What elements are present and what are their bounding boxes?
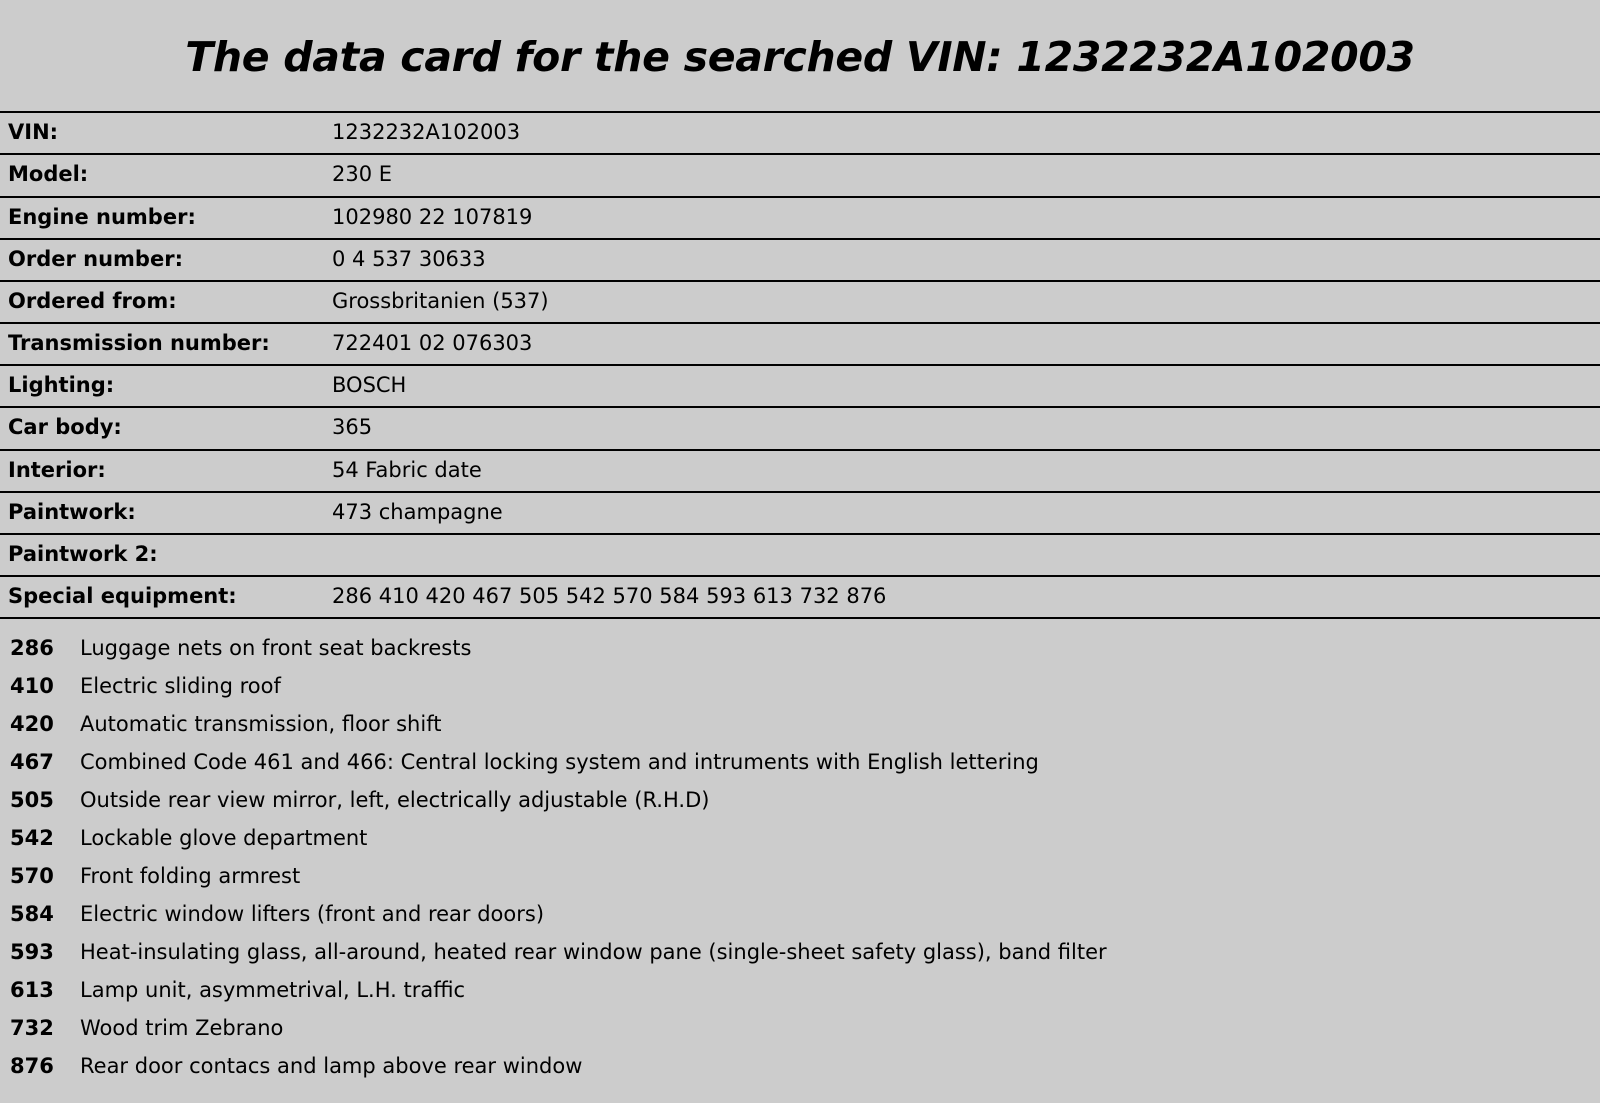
- list-item: [0, 1047, 1600, 1085]
- spec-label: Paintwork:: [8, 499, 136, 524]
- equipment-code: 584: [10, 902, 54, 927]
- spec-label: Special equipment:: [8, 584, 237, 609]
- equipment-description: Luggage nets on front seat backrests: [80, 636, 472, 661]
- page-title: The data card for the searched VIN: 1232232A102003: [185, 33, 1415, 81]
- list-item: [0, 933, 1600, 971]
- equipment-description: Combined Code 461 and 466: Central locking system and intruments with English lettering: [80, 750, 1039, 775]
- list-item: [0, 857, 1600, 895]
- spec-label: Lighting:: [8, 373, 115, 398]
- equipment-description: Electric window lifters (front and rear doors): [80, 902, 545, 927]
- spec-value: 722401 02 076303: [332, 331, 533, 356]
- equipment-code: 410: [10, 674, 54, 699]
- list-item: [0, 629, 1600, 667]
- table-row: [0, 197, 1600, 239]
- spec-label: Paintwork 2:: [8, 542, 158, 567]
- table-row: [0, 576, 1600, 618]
- equipment-description: Lamp unit, asymmetrival, L.H. traffic: [80, 978, 466, 1003]
- spec-label: Interior:: [8, 457, 106, 482]
- page-header: [0, 0, 1600, 111]
- table-row: [0, 323, 1600, 365]
- spec-label: Ordered from:: [8, 288, 177, 313]
- equipment-description: Front folding armrest: [80, 864, 301, 889]
- spec-label: Order number:: [8, 246, 183, 271]
- spec-value: [328, 534, 1600, 576]
- list-item: [0, 705, 1600, 743]
- spec-value: 0 4 537 30633: [332, 246, 486, 271]
- spec-label: VIN:: [8, 120, 59, 145]
- table-row: [0, 239, 1600, 281]
- equipment-description: Rear door contacs and lamp above rear window: [80, 1054, 583, 1079]
- spec-label: Car body:: [8, 415, 122, 440]
- equipment-description: Wood trim Zebrano: [80, 1016, 284, 1041]
- table-row: [0, 450, 1600, 492]
- table-row: [0, 281, 1600, 323]
- list-item: [0, 743, 1600, 781]
- equipment-code: 505: [10, 788, 54, 813]
- spec-value: 1232232A102003: [332, 120, 521, 145]
- vehicle-spec-table: [0, 111, 1600, 619]
- table-row: [0, 492, 1600, 534]
- equipment-code: 467: [10, 750, 54, 775]
- equipment-description: Outside rear view mirror, left, electrically adjustable (R.H.D): [80, 788, 710, 813]
- equipment-code: 613: [10, 978, 54, 1003]
- equipment-code: 286: [10, 636, 54, 661]
- equipment-description: Heat-insulating glass, all-around, heated rear window pane (single-sheet safety glass), band filter: [80, 940, 1107, 965]
- special-equipment-list: [0, 619, 1600, 1103]
- table-row: [0, 407, 1600, 449]
- list-item: [0, 895, 1600, 933]
- equipment-code: 542: [10, 826, 54, 851]
- equipment-code: 570: [10, 864, 54, 889]
- spec-label: Engine number:: [8, 204, 196, 229]
- spec-label: Model:: [8, 162, 89, 187]
- vehicle-spec-table-body: [0, 112, 1600, 618]
- equipment-code: 732: [10, 1016, 54, 1041]
- equipment-code: 420: [10, 712, 54, 737]
- table-row: [0, 112, 1600, 154]
- spec-value: BOSCH: [332, 373, 407, 398]
- equipment-description: Lockable glove department: [80, 826, 368, 851]
- equipment-code: 876: [10, 1054, 54, 1079]
- list-item: [0, 667, 1600, 705]
- spec-value: 473 champagne: [332, 499, 503, 524]
- equipment-description: Automatic transmission, floor shift: [80, 712, 442, 737]
- table-row: [0, 154, 1600, 196]
- list-item: [0, 781, 1600, 819]
- spec-value: 286 410 420 467 505 542 570 584 593 613 732 876: [332, 584, 887, 609]
- spec-value: Grossbritanien (537): [332, 288, 549, 313]
- list-item: [0, 819, 1600, 857]
- spec-value: 54 Fabric date: [332, 457, 482, 482]
- list-item: [0, 1009, 1600, 1047]
- spec-value: 230 E: [332, 162, 393, 187]
- equipment-code: 593: [10, 940, 54, 965]
- equipment-description: Electric sliding roof: [80, 674, 281, 699]
- list-item: [0, 971, 1600, 1009]
- spec-value: 102980 22 107819: [332, 204, 533, 229]
- table-row: [0, 534, 1600, 576]
- spec-value: 365: [332, 415, 373, 440]
- spec-label: Transmission number:: [8, 331, 270, 356]
- table-row: [0, 365, 1600, 407]
